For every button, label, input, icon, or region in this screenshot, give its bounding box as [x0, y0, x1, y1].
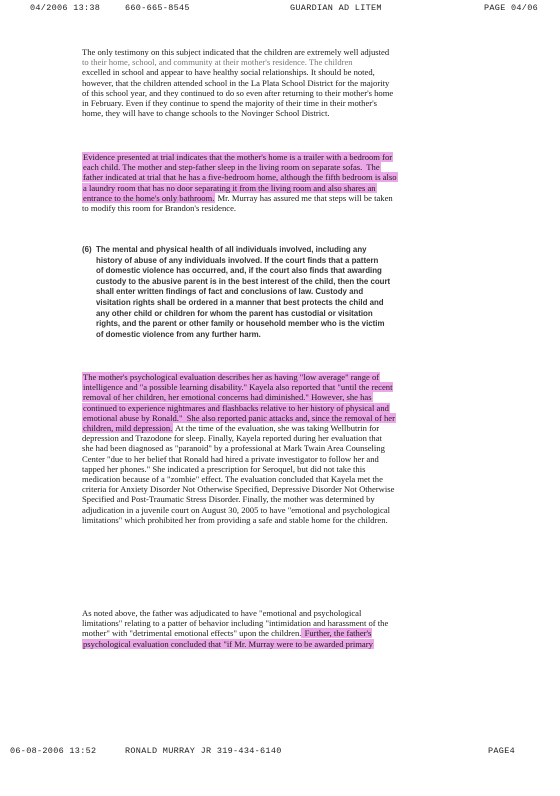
statute-factor-6 [82, 245, 476, 340]
text-line [82, 183, 474, 193]
highlighted-text: intelligence and "a possible learning disability." Kayela also reported that "until the recent [83, 382, 393, 393]
text-line [82, 484, 474, 494]
text-line [82, 67, 474, 77]
fax-header-datetime: 04/2006 13:38 [30, 3, 101, 13]
text-line [82, 464, 474, 474]
text-line [82, 494, 474, 504]
fax-header-phone: 660-665-8545 [125, 3, 190, 13]
text-line [82, 403, 474, 413]
highlighted-text: The mother's psychological evaluation describes her as having "low average" range of [83, 372, 380, 382]
text-line [82, 172, 474, 182]
text-segment: mother" with "detrimental emotional effects" upon the children. [82, 628, 302, 639]
highlighted-text: Evidence presented at trial indicates that the mother's home is a trailer with a bedroom for [83, 152, 393, 162]
text-line [82, 608, 474, 618]
statute-line: of domestic violence has occurred, and, if the court also finds that awarding [96, 266, 382, 276]
text-segment: limitations" which prohibited her from providing a safe and stable home for the children. [82, 514, 388, 525]
highlighted-text: continued to experience nightmares and flashbacks relative to her history of physical and [83, 402, 389, 413]
fax-header-page: PAGE 04/06 [484, 3, 539, 13]
statute-line: any other child or children for whom the parent has custodial or visitation [96, 308, 373, 318]
text-line [82, 108, 474, 118]
highlighted-text: psychological evaluation concluded that "if Mr. Murray were to be awarded primary [83, 638, 373, 649]
text-segment: criteria for Anxiety Disorder Not Otherwise Specified, Depressive Disorder Not Otherwise [82, 484, 395, 495]
statute-line: custody to the abusive parent is in the best interest of the child, then the court [96, 276, 391, 286]
highlighted-text: father indicated at trial that he has a five-bedroom home, although the fifth bedroom is also [83, 172, 397, 183]
text-segment: The only testimony on this subject indicated that the children are extremely well adjusted [82, 47, 390, 57]
text-line [82, 392, 474, 402]
text-line [82, 162, 474, 172]
text-segment: As noted above, the father was adjudicated to have "emotional and psychological [82, 608, 362, 618]
highlighted-text: emotional abuse by Ronald." [83, 412, 183, 423]
text-line [82, 628, 474, 638]
text-segment: Mr. Murray has assured me that steps will be taken [215, 192, 393, 203]
fax-header [0, 3, 560, 15]
fax-header-sender: GUARDIAN AD LITEM [290, 3, 382, 13]
statute-line: history of abuse of any individuals involved. If the court finds that a pattern [96, 255, 379, 265]
text-segment: Center "due to her belief that Ronald had hired a private investigator to follow her and [82, 453, 379, 464]
paragraph-housing [82, 152, 474, 213]
paragraph-father-evaluation [82, 608, 474, 649]
text-line [82, 372, 474, 382]
text-line [82, 382, 474, 392]
text-segment: Specified and Post-Traumatic Stress Disorder. Finally, the mother was determined by [82, 494, 375, 505]
highlighted-text: a laundry room that has no door separating it from the living room and also shares an [83, 182, 376, 193]
text-line [82, 57, 474, 67]
highlighted-text: Further, the father's [302, 628, 372, 639]
statute-line: The mental and physical health of all individuals involved, including any [96, 245, 367, 254]
statute-line: visitation rights shall be ordered in a manner that best protects the child and [96, 297, 384, 307]
highlighted-text: She also reported panic attacks and, since the removal of her [184, 412, 395, 423]
text-line [82, 505, 474, 515]
fax-footer-sender: RONALD MURRAY JR 319-434-6140 [125, 746, 282, 756]
text-line [82, 88, 474, 98]
text-segment: At the time of the evaluation, she was taking Wellbutrin for [173, 423, 380, 434]
highlighted-text: entrance to the home's only bathroom. [83, 192, 215, 203]
highlighted-text: removal of her children, her emotional concerns had diminished." However, she has [83, 392, 372, 403]
text-line [82, 515, 474, 525]
highlighted-text: each child. The mother and step-father sleep in the living room on separate sofas. [83, 162, 363, 173]
text-line [82, 47, 474, 57]
text-line [82, 454, 474, 464]
text-line [82, 423, 474, 433]
text-line [82, 152, 474, 162]
text-segment: adjudication in a juvenile court on August 30, 2005 to have "emotional and psychological [82, 504, 391, 515]
text-segment: depression and Trazodone for sleep. Finally, Kayela reported during her evaluation that [82, 433, 382, 444]
text-line [82, 639, 474, 649]
text-segment: she had been diagnosed as "paranoid" by a professional at Mark Twain Area Counseling [82, 443, 385, 454]
fax-footer-datetime: 06-08-2006 13:52 [10, 746, 97, 756]
text-segment: medication because of a "zombie" effect. The evaluation concluded that Kayela met the [82, 474, 383, 485]
fax-footer-page: PAGE4 [488, 746, 516, 756]
fax-footer [0, 746, 560, 758]
paragraph-mother-evaluation [82, 372, 474, 525]
statute-line: shall enter written findings of fact and conclusions of law. Custody and [96, 287, 364, 297]
text-segment: tapped her phones." She indicated a prescription for Seroquel, but did not take this [82, 463, 366, 474]
highlighted-text: The [364, 162, 380, 173]
text-line [82, 203, 474, 213]
text-line [82, 618, 474, 628]
text-line [82, 474, 474, 484]
statute-number: (6) [82, 245, 92, 254]
text-segment: of this school year, and they continued to do so even after returning to their mother's home [82, 87, 394, 98]
text-segment: to their home, school, and community at their mother's residence. The children [82, 57, 353, 68]
text-segment: limitations" relating to a patter of behavior including "intimidation and harassment of the [82, 618, 389, 629]
text-segment: excelled in school and appear to have healthy social relationships. It should be noted, [82, 67, 375, 78]
text-line [82, 413, 474, 423]
text-line [82, 98, 474, 108]
text-line [82, 78, 474, 88]
text-segment: in February. Even if they continue to spend the majority of their time in their mother's [82, 98, 378, 109]
text-segment: however, that the children attended school in the La Plata School District for the majority [82, 77, 390, 88]
statute-line: of domestic violence from any further harm. [96, 329, 261, 339]
text-line [82, 193, 474, 203]
text-segment: to modify this room for Brandon's residence. [82, 203, 237, 214]
text-line [82, 433, 474, 443]
text-segment: home, they will have to change schools to the Novinger School District. [82, 108, 330, 119]
highlighted-text: children, mild depression. [83, 423, 173, 434]
statute-line: rights, and the parent or other family or household member who is the victim [96, 319, 385, 329]
paragraph-schooling [82, 47, 474, 118]
text-line [82, 443, 474, 453]
